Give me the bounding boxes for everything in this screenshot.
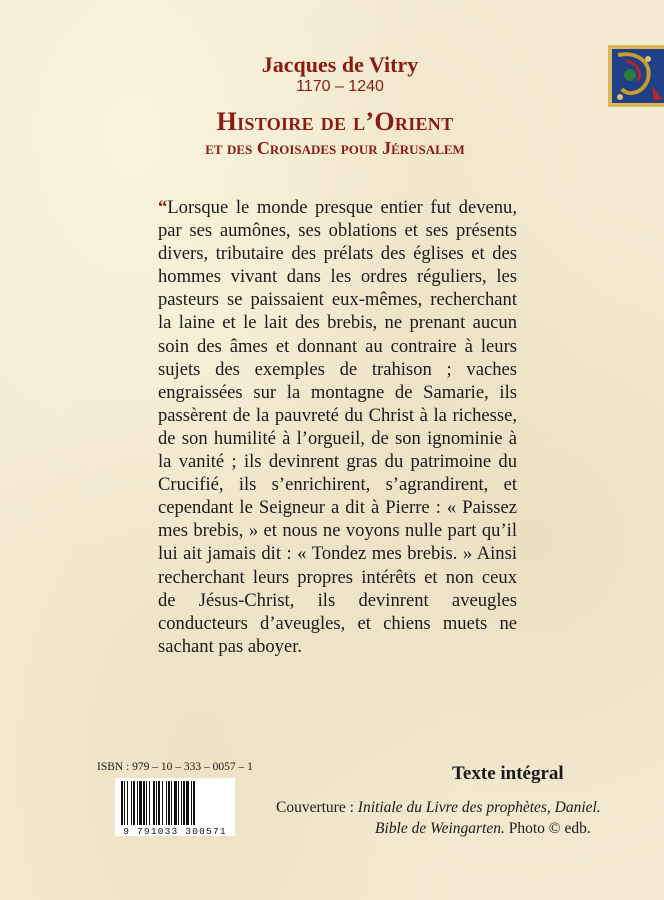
- credit-photo: Photo © edb.: [504, 820, 591, 837]
- barcode-bar: [158, 781, 160, 825]
- barcode-bar: [171, 781, 172, 825]
- barcode-bar: [178, 781, 179, 825]
- barcode-bar: [127, 781, 128, 825]
- cover-credit: [276, 797, 606, 839]
- barcode-bar: [143, 781, 145, 825]
- barcode-bar: [181, 781, 182, 825]
- illuminated-initial-icon: [608, 45, 664, 107]
- isbn-barcode: [115, 778, 235, 836]
- opening-quote-mark: “: [158, 197, 168, 218]
- quote-text: Lorsque le monde presque entier fut devenu, par ses aumônes, ses oblations et ses présents divers, tributaire des prélats des églises et des hommes vivant dans les ordres réguliers, les pasteurs se paissaient eux-mêmes, recherchant la laine et le lait des brebis, ne prenant aucun soin des âmes et donnant au contraire à leurs sujets des exemples de trahison ; vaches engraissées sur la montagne de Samarie, ils passèrent de la pauvreté du Christ à la richesse, de son humilité à l’orgueil, de son ignominie à la vanité ; ils devinrent gras du patrimoine du Crucifié, ils s’enrichirent, s’agrandirent, et cependant le Seigneur a dit à Pierre : « Paissez mes brebis, » et nous ne voyons nulle part qu’il lui ait jamais dit : « Tondez mes brebis. » Ainsi recherchant leurs propres intérêts et non ceux de Jésus-Christ, ils devinrent aveugles conducteurs d’aveugles, et chiens muets ne sachant pas aboyer.: [158, 197, 517, 657]
- author-years: 1170 – 1240: [296, 78, 384, 95]
- credit-prefix: Couverture :: [276, 799, 358, 816]
- barcode-digits: 9 791033 300571: [123, 826, 227, 836]
- book-subtitle: et des Croisades pour Jérusalem: [205, 138, 465, 158]
- credit-work: Initiale du Livre des prophètes, Daniel.: [357, 799, 601, 816]
- barcode-bar: [156, 781, 157, 825]
- barcode-bar: [183, 781, 185, 825]
- barcode-bar: [133, 781, 135, 825]
- barcode-bar: [168, 781, 170, 825]
- barcode-bar: [162, 781, 163, 825]
- isbn-label: ISBN : 979 – 10 – 333 – 0057 – 1: [97, 761, 253, 773]
- book-title: Histoire de l’Orient: [216, 107, 454, 136]
- barcode-bar: [174, 781, 177, 825]
- barcode-bar: [186, 781, 189, 825]
- texte-integral-label: Texte intégral: [452, 763, 564, 784]
- author-name: Jacques de Vitry: [261, 52, 419, 77]
- barcode-bar: [166, 781, 167, 825]
- barcode-bar: [121, 781, 123, 825]
- back-cover-quote: [158, 196, 517, 658]
- cover-illumination-thumbnail: [608, 45, 664, 107]
- barcode-bar: [191, 781, 192, 825]
- barcode-bar: [137, 781, 138, 825]
- barcode-bar: [124, 781, 125, 825]
- barcode-bar: [149, 781, 150, 825]
- credit-source: Bible de Weingarten.: [375, 820, 505, 837]
- barcode-bar: [146, 781, 147, 825]
- barcode-bar: [153, 781, 155, 825]
- barcode-bar: [131, 781, 132, 825]
- barcode-graphic: [115, 778, 235, 836]
- barcode-bar: [193, 781, 195, 825]
- barcode-bar: [139, 781, 142, 825]
